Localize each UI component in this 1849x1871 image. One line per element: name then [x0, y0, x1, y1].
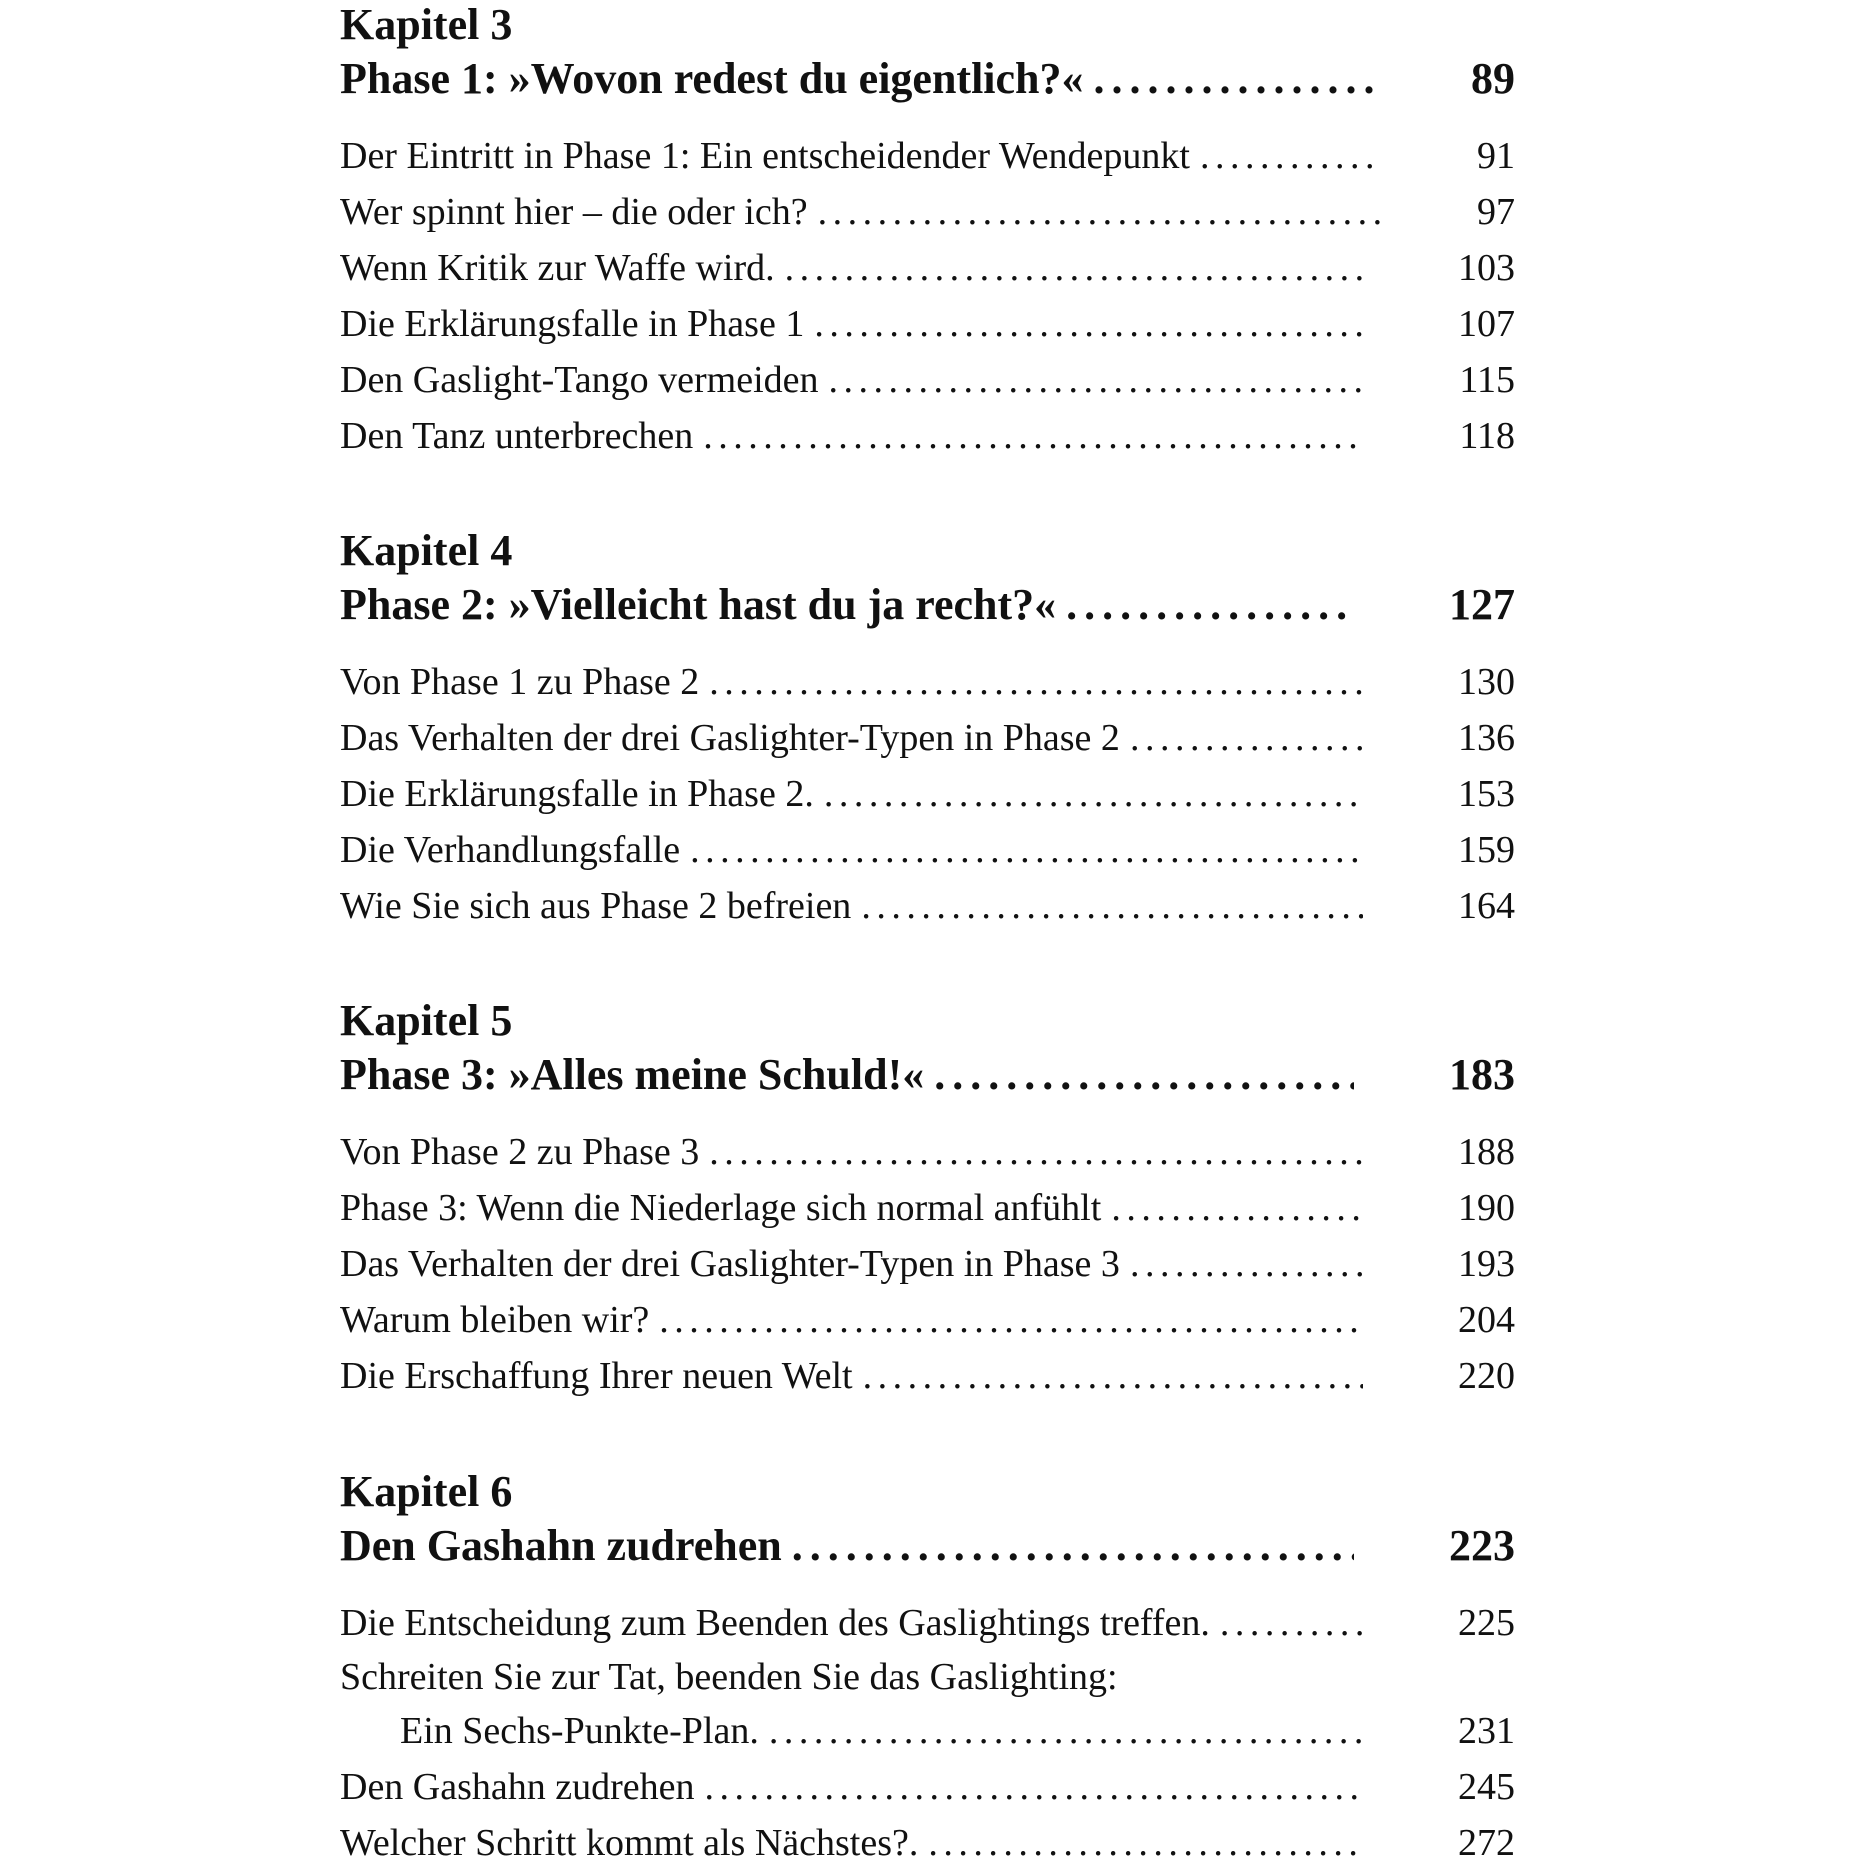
- dot-leader: [703, 408, 1364, 464]
- dot-leader: [1094, 52, 1376, 106]
- dot-leader: [829, 352, 1365, 408]
- entry-text: Die Erschaffung Ihrer neuen Welt: [340, 1355, 853, 1397]
- toc-entry: [340, 408, 1515, 464]
- chapter-label: Kapitel 3: [340, 0, 513, 49]
- chapter-title: Den Gashahn zudrehen: [340, 1521, 782, 1570]
- toc-entry: [340, 654, 1515, 710]
- entry-text: Wie Sie sich aus Phase 2 befreien: [340, 885, 852, 927]
- entry-page-number: 225: [1458, 1602, 1515, 1644]
- toc-entry: [340, 1595, 1515, 1651]
- entry-text: Von Phase 2 zu Phase 3: [340, 1131, 700, 1173]
- entry-continuation-text: Ein Sechs-Punkte-Plan.: [400, 1710, 759, 1752]
- dot-leader: [785, 240, 1363, 296]
- entry-page-number: 136: [1458, 717, 1515, 759]
- toc-entry: [340, 1292, 1515, 1348]
- entry-page-number: 193: [1458, 1243, 1515, 1285]
- chapter-title-row: [340, 1519, 1515, 1573]
- dot-leader: [818, 184, 1382, 240]
- dot-leader: [769, 1703, 1363, 1759]
- chapter-page-number: 183: [1449, 1050, 1515, 1099]
- dot-leader: [1200, 128, 1382, 184]
- entry-page-number: 153: [1458, 773, 1515, 815]
- entry-page-number: 91: [1477, 135, 1515, 177]
- entry-text: Die Verhandlungsfalle: [340, 829, 681, 871]
- chapter-5: [340, 994, 1515, 1404]
- toc-entry: [340, 878, 1515, 934]
- entry-text: Wer spinnt hier – die oder ich?: [340, 191, 808, 233]
- toc-entry: [340, 710, 1515, 766]
- dot-leader: [824, 766, 1363, 822]
- dot-leader: [861, 878, 1363, 934]
- chapter-title: Phase 1: »Wovon redest du eigentlich?«: [340, 54, 1084, 103]
- entry-page-number: 97: [1477, 191, 1515, 233]
- dot-leader: [709, 654, 1363, 710]
- dot-leader: [1130, 1236, 1363, 1292]
- toc-entry: [340, 296, 1515, 352]
- chapter-title: Phase 3: »Alles meine Schuld!«: [340, 1050, 925, 1099]
- entry-text: Phase 3: Wenn die Niederlage sich normal anfühlt: [340, 1187, 1102, 1229]
- toc-entry: [340, 128, 1515, 184]
- dot-leader: [690, 822, 1363, 878]
- entry-page-number: 231: [1458, 1710, 1515, 1752]
- entry-text: Schreiten Sie zur Tat, beenden Sie das Gaslighting:: [340, 1656, 1118, 1698]
- chapter-3: [340, 0, 1515, 464]
- chapter-6: [340, 1465, 1515, 1871]
- entry-page-number: 272: [1458, 1822, 1515, 1864]
- entry-page-number: 107: [1458, 303, 1515, 345]
- entry-page-number: 159: [1458, 829, 1515, 871]
- entry-page-number: 190: [1458, 1187, 1515, 1229]
- toc-entry-continuation: [340, 1703, 1515, 1759]
- entry-page-number: 115: [1459, 359, 1515, 401]
- entry-text: Welcher Schritt kommt als Nächstes?.: [340, 1822, 919, 1864]
- entry-page-number: 220: [1458, 1355, 1515, 1397]
- entry-text: Die Erklärungsfalle in Phase 2.: [340, 773, 814, 815]
- chapter-title: Phase 2: »Vielleicht hast du ja recht?«: [340, 580, 1057, 629]
- dot-leader: [709, 1124, 1363, 1180]
- toc-entry: [340, 1348, 1515, 1404]
- dot-leader: [1220, 1595, 1363, 1651]
- entry-text: Den Tanz unterbrechen: [340, 415, 694, 457]
- toc-entry: [340, 352, 1515, 408]
- chapter-4: [340, 524, 1515, 934]
- dot-leader: [792, 1519, 1354, 1573]
- chapter-title-row: [340, 52, 1515, 106]
- toc-entry: [340, 1236, 1515, 1292]
- entry-text: Das Verhalten der drei Gaslighter-Typen in Phase 2: [340, 717, 1120, 759]
- chapter-label: Kapitel 5: [340, 996, 513, 1045]
- dot-leader: [863, 1348, 1363, 1404]
- toc-entry: [340, 766, 1515, 822]
- dot-leader: [934, 1048, 1354, 1102]
- toc-entry: [340, 1124, 1515, 1180]
- entry-text: Von Phase 1 zu Phase 2: [340, 661, 700, 703]
- chapter-title-row: [340, 1048, 1515, 1102]
- chapter-label: Kapitel 6: [340, 1467, 513, 1516]
- entry-text: Wenn Kritik zur Waffe wird.: [340, 247, 775, 289]
- toc-entry: [340, 184, 1515, 240]
- dot-leader: [659, 1292, 1363, 1348]
- toc-entry: [340, 1759, 1515, 1815]
- chapter-page-number: 127: [1449, 580, 1515, 629]
- dot-leader: [928, 1815, 1363, 1871]
- dot-leader: [814, 296, 1363, 352]
- entry-page-number: 118: [1459, 415, 1515, 457]
- entry-page-number: 103: [1458, 247, 1515, 289]
- toc-entry: [340, 1815, 1515, 1871]
- entry-page-number: 164: [1458, 885, 1515, 927]
- entry-page-number: 245: [1458, 1766, 1515, 1808]
- chapter-page-number: 89: [1471, 54, 1515, 103]
- entry-page-number: 204: [1458, 1299, 1515, 1341]
- chapter-title-row: [340, 578, 1515, 632]
- entry-text: Warum bleiben wir?: [340, 1299, 650, 1341]
- dot-leader: [1066, 578, 1354, 632]
- chapter-label: Kapitel 4: [340, 526, 513, 575]
- entry-text: Den Gashahn zudrehen: [340, 1766, 695, 1808]
- entry-text: Den Gaslight-Tango vermeiden: [340, 359, 819, 401]
- toc-entry: [340, 240, 1515, 296]
- chapter-page-number: 223: [1449, 1521, 1515, 1570]
- toc-entry-first-line: [340, 1651, 1515, 1703]
- dot-leader: [1130, 710, 1363, 766]
- entry-page-number: 130: [1458, 661, 1515, 703]
- entry-text: Der Eintritt in Phase 1: Ein entscheidender Wendepunkt: [340, 135, 1190, 177]
- toc-entry: [340, 1180, 1515, 1236]
- entry-text: Die Entscheidung zum Beenden des Gaslightings treffen.: [340, 1602, 1210, 1644]
- entry-page-number: 188: [1458, 1131, 1515, 1173]
- dot-leader: [705, 1759, 1363, 1815]
- toc-entry: [340, 822, 1515, 878]
- entry-text: Das Verhalten der drei Gaslighter-Typen in Phase 3: [340, 1243, 1120, 1285]
- dot-leader: [1111, 1180, 1363, 1236]
- entry-text: Die Erklärungsfalle in Phase 1: [340, 303, 805, 345]
